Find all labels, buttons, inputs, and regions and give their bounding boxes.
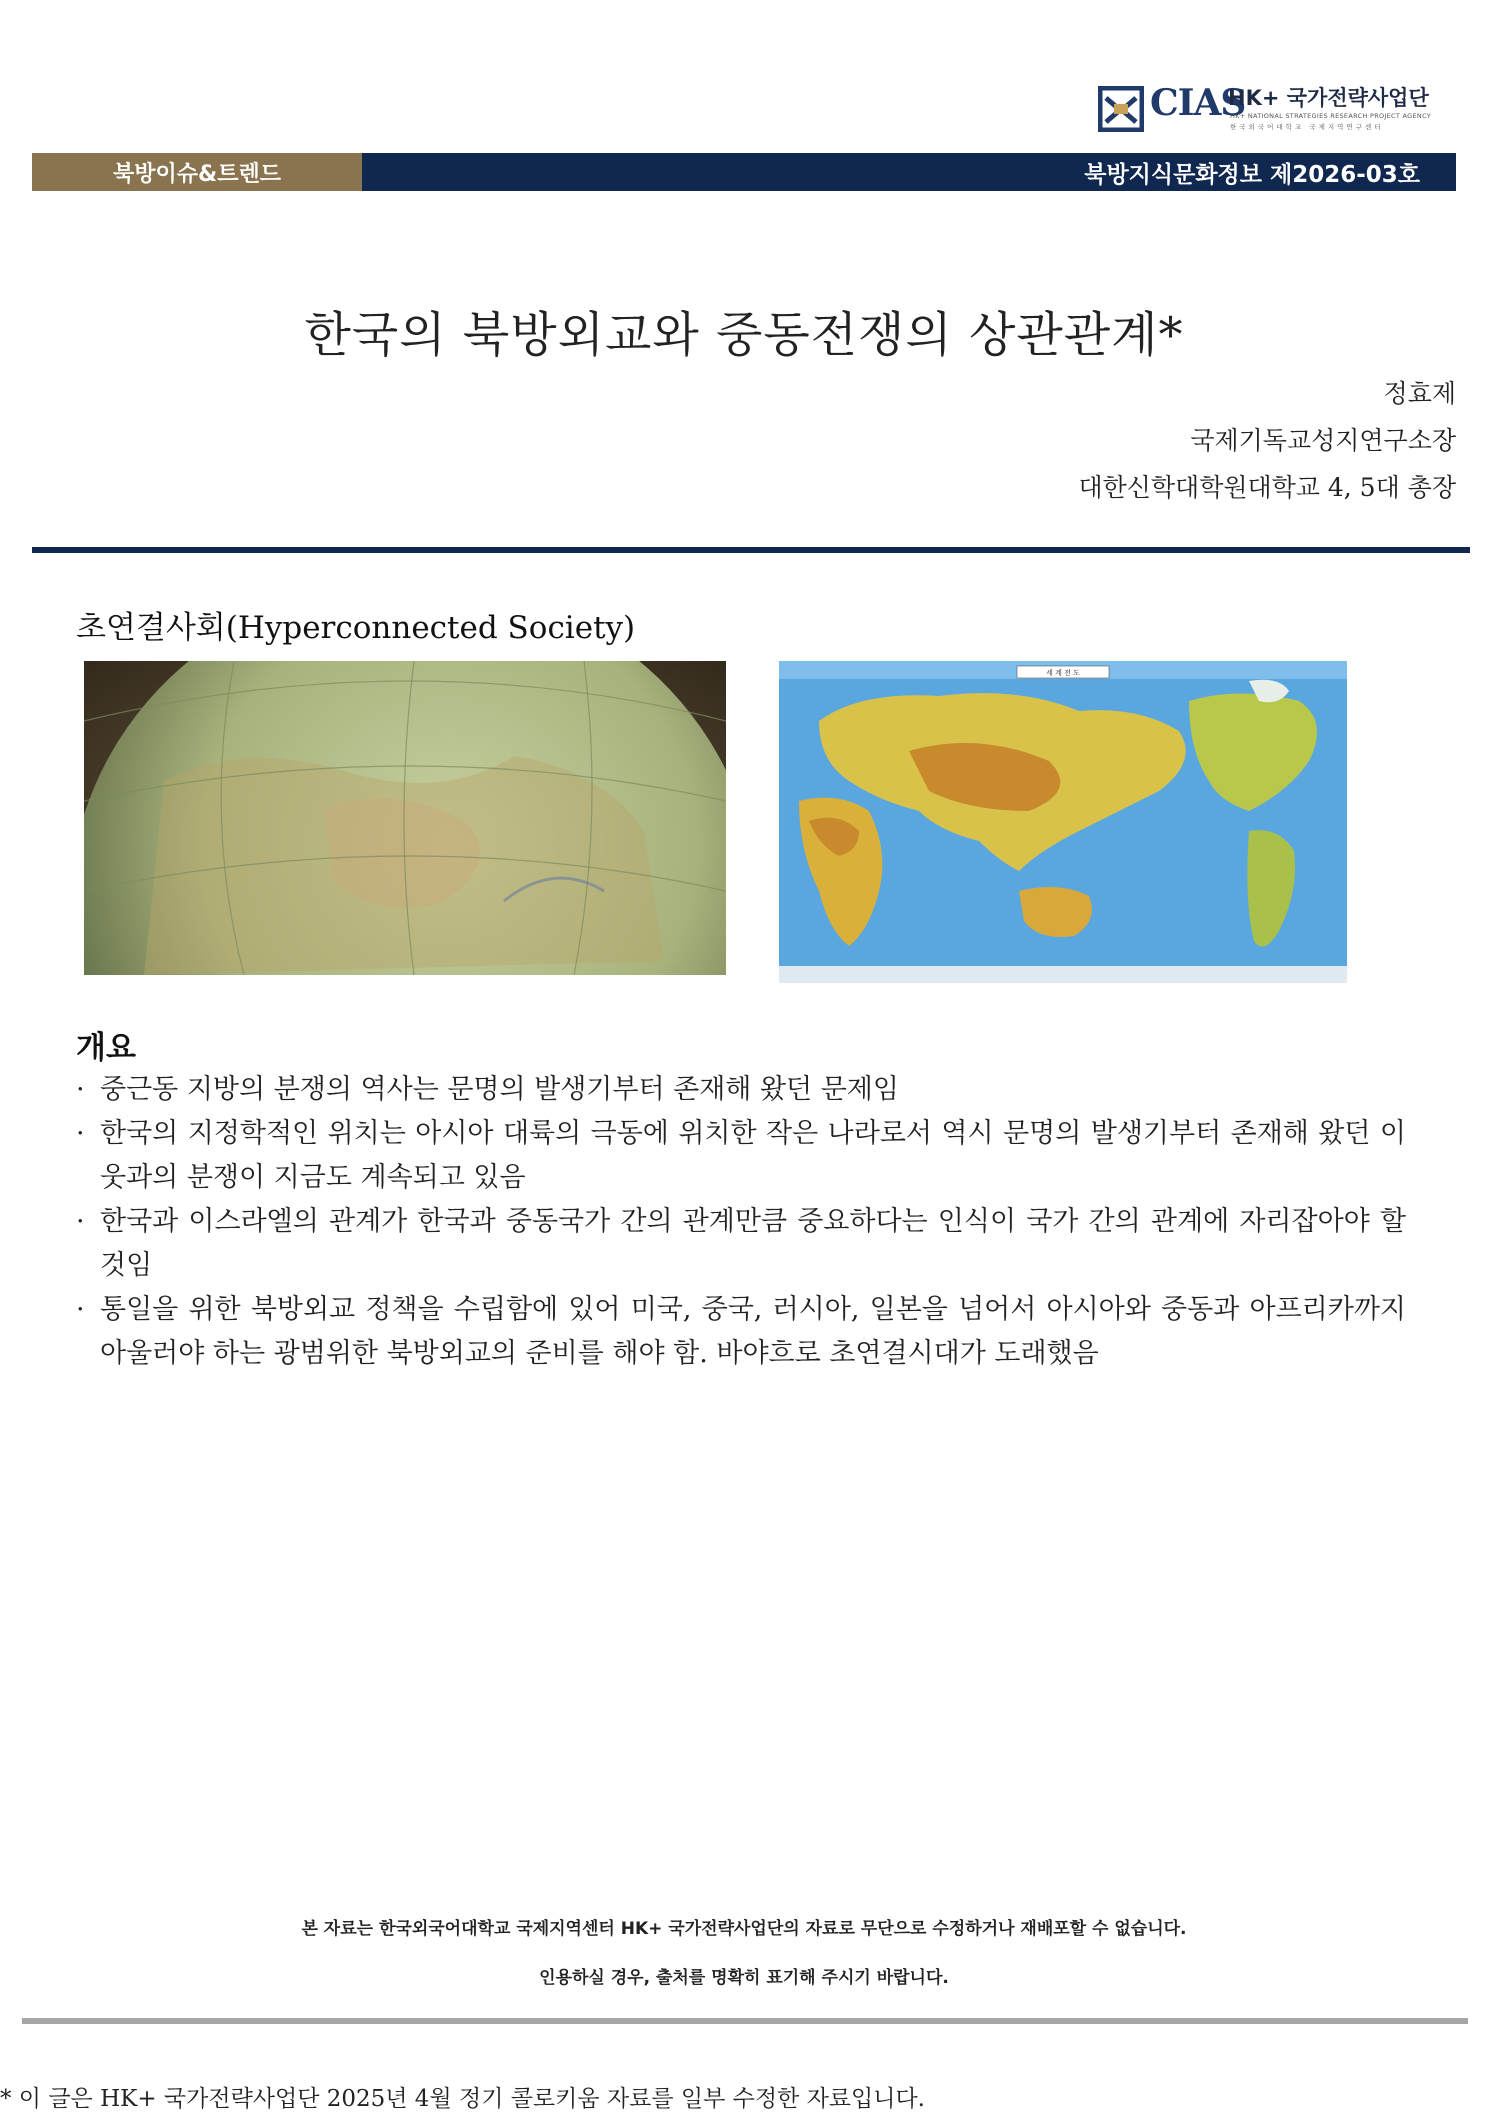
footer-divider <box>22 2018 1468 2024</box>
copyright-notice: 본 자료는 한국외국어대학교 국제지역센터 HK+ 국가전략사업단의 자료로 무단으로 수정하거나 재배포할 수 없습니다. <box>301 1919 1187 1939</box>
section-title: 초연결사회(Hyperconnected Society) <box>76 610 636 646</box>
overview-bullet <box>76 1112 1406 1200</box>
category-label: 북방이슈&트렌드 <box>32 153 362 191</box>
overview-bullet <box>76 1200 1406 1288</box>
bullet-text: 중근동 지방의 분쟁의 역사는 문명의 발생기부터 존재해 왔던 문제임 <box>100 1074 899 1105</box>
bullet-mark: · <box>76 1074 85 1105</box>
author-block <box>1078 370 1456 511</box>
citation-notice: 인용하실 경우, 출처를 명확히 표기해 주시기 바랍니다. <box>539 1968 949 1988</box>
overview-bullet <box>76 1288 1406 1376</box>
overview-title: 개요 <box>76 1030 136 1066</box>
footnote: * 이 글은 HK+ 국가전략사업단 2025년 4월 정기 콜로키움 자료를 일부 수정한 자료입니다. <box>0 2086 925 2112</box>
bullet-mark: · <box>76 1294 85 1325</box>
header-bar <box>32 153 1456 191</box>
bullet-text: 한국의 지정학적인 위치는 아시아 대륙의 극동에 위치한 작은 나라로서 역시 문명의 발생기부터 존재해 왔던 이웃과의 분쟁이 지금도 계속되고 있음 <box>100 1118 1406 1193</box>
logo-subtitle-en: HK+ NATIONAL STRATEGIES RESEARCH PROJECT AGENCY <box>1230 112 1432 120</box>
series-label: 북방지식문화정보 제2026-03호 <box>362 153 1456 191</box>
cias-emblem-icon <box>1098 86 1144 132</box>
globe-photo <box>84 661 726 975</box>
bullet-mark: · <box>76 1118 85 1149</box>
author-name: 정효제 <box>1383 379 1456 408</box>
overview-bullet <box>76 1068 1406 1112</box>
bullet-text: 한국과 이스라엘의 관계가 한국과 중동국가 간의 관계만큼 중요하다는 인식이 국가 간의 관계에 자리잡아야 할 것임 <box>100 1206 1406 1281</box>
cias-logo <box>1098 80 1432 136</box>
map-title: 세 계 전 도 <box>1046 669 1080 677</box>
author-affiliation-1: 국제기독교성지연구소장 <box>1190 426 1456 455</box>
article-title: 한국의 북방외교와 중동전쟁의 상관관계* <box>304 307 1184 363</box>
overview-bullet-list <box>76 1068 1406 1376</box>
logo-wordmark: CIAS <box>1150 82 1246 124</box>
logo-org-name: HK+ 국가전략사업단 <box>1228 86 1429 110</box>
world-map-illustration <box>779 661 1347 983</box>
world-map <box>779 661 1347 983</box>
author-affiliation-2: 대한신학대학원대학교 4, 5대 총장 <box>1078 473 1456 502</box>
globe-illustration <box>84 661 726 975</box>
bullet-text: 통일을 위한 북방외교 정책을 수립함에 있어 미국, 중국, 러시아, 일본을 넘어서 아시아와 중동과 아프리카까지 아울러야 하는 광범위한 북방외교의 준비를 해야 함. 바야흐로 초연결시대가 도래했음 <box>100 1294 1406 1369</box>
logo-subtitle-ko: 한국외국어대학교 국제지역연구센터 <box>1230 123 1384 131</box>
bullet-mark: · <box>76 1206 85 1237</box>
title-divider <box>32 547 1470 553</box>
